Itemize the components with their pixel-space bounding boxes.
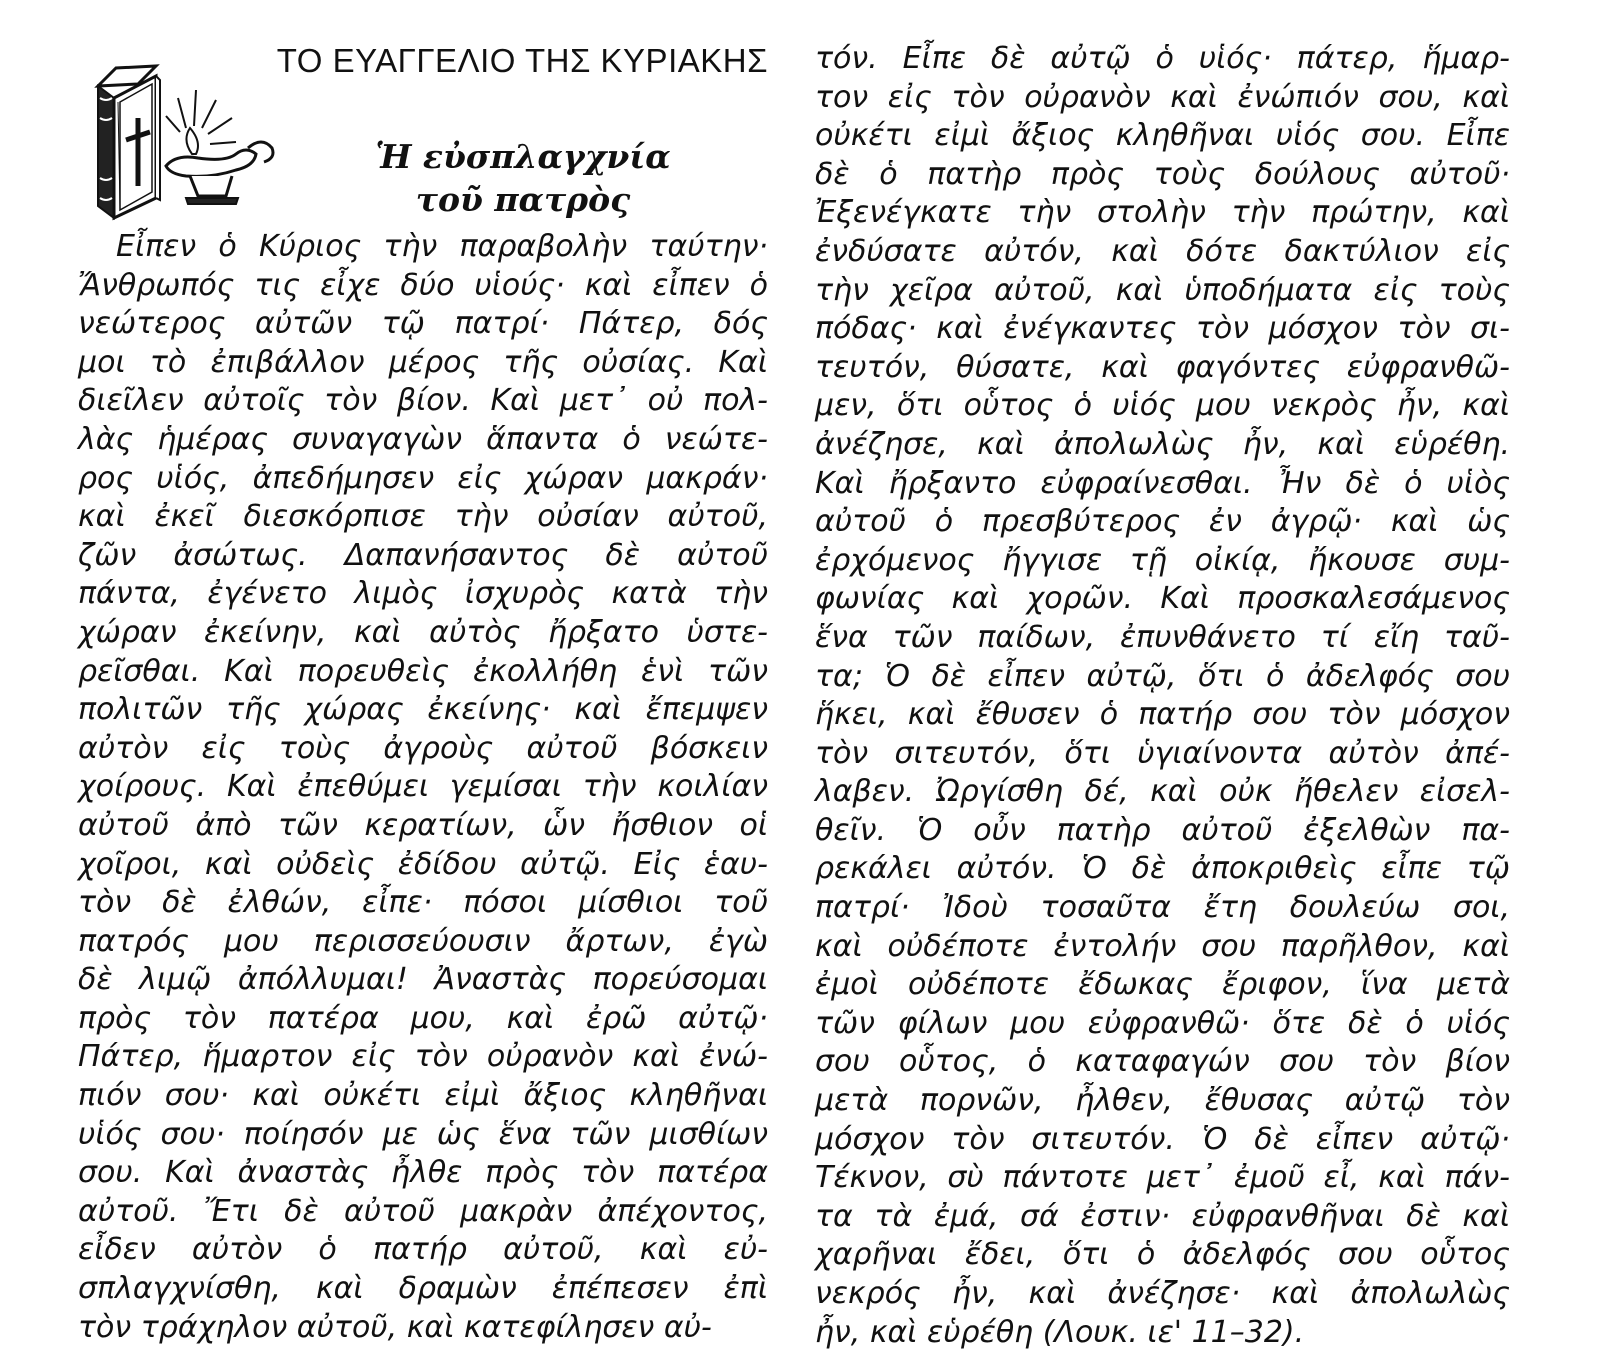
text-line: πρὸς τὸν πατέρα μου, καὶ ἐρῶ αὐτῷ·	[78, 1000, 768, 1036]
text-line: φωνίας καὶ χορῶν. Καὶ προσκαλεσάμενος	[815, 581, 1510, 617]
text-line: λαβεν. Ὠργίσθη δέ, καὶ οὐκ ἤθελεν εἰσελ-	[815, 774, 1510, 810]
text-line: τον εἰς τὸν οὐρανὸν καὶ ἐνώπιόν σου, καὶ	[815, 79, 1510, 115]
text-line: χοίρους. Καὶ ἐπεθύμει γεμίσαι τὴν κοιλίαν	[78, 769, 768, 805]
text-line: μόσχον τὸν σιτευτόν. Ὁ δὲ εἶπεν αὐτῷ·	[815, 1121, 1510, 1157]
text-line: υἱός σου· ποίησόν με ὡς ἕνα τῶν μισθίων	[78, 1116, 768, 1152]
text-line: πατρί· Ἰδοὺ τοσαῦτα ἔτη δουλεύω σοι,	[815, 890, 1510, 926]
text-line: δὲ λιμῷ ἀπόλλυμαι! Ἀναστὰς πορεύσομαι	[78, 962, 768, 998]
text-line: τὸν τράχηλον αὐτοῦ, καὶ κατεφίλησεν αὐ-	[78, 1309, 712, 1345]
text-line: πολιτῶν τῆς χώρας ἐκείνης· καὶ ἔπεμψεν	[78, 692, 768, 728]
text-line: ρεῖσθαι. Καὶ πορευθεὶς ἐκολλήθη ἑνὶ τῶν	[78, 653, 768, 689]
text-line: πάντα, ἐγένετο λιμὸς ἰσχυρὸς κατὰ τὴν	[78, 576, 768, 612]
article-title-line-1: Ἡ εὐσπλαγχνία	[375, 137, 671, 176]
text-line: Καὶ ἤρξαντο εὐφραίνεσθαι. Ἦν δὲ ὁ υἱὸς	[815, 465, 1510, 501]
right-column-text	[815, 40, 1510, 1352]
text-line: διεῖλεν αὐτοῖς τὸν βίον. Καὶ μετ᾽ οὐ πολ-	[78, 383, 768, 419]
text-line: ρος υἱός, ἀπεδήμησεν εἰς χώραν μακράν·	[78, 460, 768, 496]
text-line: αὐτοῦ. Ἔτι δὲ αὐτοῦ μακρὰν ἀπέχοντος,	[78, 1193, 768, 1229]
text-line: μετὰ πορνῶν, ἦλθεν, ἔθυσας αὐτῷ τὸν	[815, 1083, 1510, 1119]
article-header	[78, 40, 768, 228]
text-line: ἐρχόμενος ἤγγισε τῇ οἰκίᾳ, ἤκουσε συμ-	[815, 542, 1510, 578]
text-line: ζῶν ἀσώτως. Δαπανήσαντος δὲ αὐτοῦ	[78, 537, 768, 573]
section-title: ΤΟ ΕΥΑΓΓΕΛΙΟ ΤΗΣ ΚΥΡΙΑΚΗΣ	[276, 42, 768, 79]
text-line: χοῖροι, καὶ οὐδεὶς ἐδίδου αὐτῷ. Εἰς ἑαυ-	[78, 846, 768, 882]
text-line: ἦν, καὶ εὑρέθη (Λουκ. ιε' 11–32).	[815, 1314, 1305, 1350]
text-line: χώραν ἐκείνην, καὶ αὐτὸς ἤρξατο ὑστε-	[78, 614, 768, 650]
text-line: τόν. Εἶπε δὲ αὐτῷ ὁ υἱός· πάτερ, ἥμαρ-	[815, 41, 1510, 76]
text-line: αὐτοῦ ὁ πρεσβύτερος ἐν ἀγρῷ· καὶ ὡς	[815, 504, 1510, 540]
text-line: σου. Καὶ ἀναστὰς ἦλθε πρὸς τὸν πατέρα	[78, 1155, 768, 1191]
article-title	[328, 135, 718, 221]
text-line: ἀνέζησε, καὶ ἀπολωλὼς ἦν, καὶ εὑρέθη.	[815, 426, 1510, 462]
right-column	[815, 40, 1510, 1352]
left-column-text	[78, 228, 768, 1347]
text-line: τα τὰ ἐμά, σά ἐστιν· εὐφρανθῆναι δὲ καὶ	[815, 1198, 1510, 1234]
text-line: πατρός μου περισσεύουσιν ἄρτων, ἐγὼ	[78, 923, 768, 959]
text-line: τα; Ὁ δὲ εἶπεν αὐτῷ, ὅτι ὁ ἀδελφός σου	[815, 658, 1510, 694]
text-line: καὶ ἐκεῖ διεσκόρπισε τὴν οὐσίαν αὐτοῦ,	[78, 499, 768, 535]
text-line: Τέκνον, σὺ πάντοτε μετ᾽ ἐμοῦ εἶ, καὶ πάν-	[815, 1160, 1510, 1196]
text-line: πιόν σου· καὶ οὐκέτι εἰμὶ ἄξιος κληθῆναι	[78, 1078, 768, 1114]
text-line: Ἄνθρωπός τις εἶχε δύο υἱούς· καὶ εἶπεν ὁ	[78, 267, 768, 303]
text-line: νεώτερος αὐτῶν τῷ πατρί· Πάτερ, δός	[78, 306, 768, 342]
text-line: τὴν χεῖρα αὐτοῦ, καὶ ὑποδήματα εἰς τοὺς	[815, 272, 1510, 308]
text-line: θεῖν. Ὁ οὖν πατὴρ αὐτοῦ ἐξελθὼν πα-	[815, 812, 1510, 848]
text-line: τὸν δὲ ἐλθών, εἶπε· πόσοι μίσθιοι τοῦ	[78, 885, 768, 921]
text-line: Ἐξενέγκατε τὴν στολὴν τὴν πρώτην, καὶ	[815, 195, 1510, 231]
text-line: Πάτερ, ἥμαρτον εἰς τὸν οὐρανὸν καὶ ἐνώ-	[78, 1039, 768, 1075]
text-line: τὸν σιτευτόν, ὅτι ὑγιαίνοντα αὐτὸν ἀπέ-	[815, 735, 1510, 771]
text-line: σπλαγχνίσθη, καὶ δραμὼν ἐπέπεσεν ἐπὶ	[78, 1271, 768, 1307]
text-line: χαρῆναι ἔδει, ὅτι ὁ ἀδελφός σου οὗτος	[815, 1237, 1510, 1273]
text-line: τευτόν, θύσατε, καὶ φαγόντες εὐφρανθῶ-	[815, 349, 1510, 385]
text-line: εἶδεν αὐτὸν ὁ πατήρ αὐτοῦ, καὶ εὐ-	[78, 1232, 768, 1268]
text-line: Εἶπεν ὁ Κύριος τὴν παραβολὴν ταύτην·	[116, 229, 768, 264]
text-line: ἕνα τῶν παίδων, ἐπυνθάνετο τί εἴη ταῦ-	[815, 619, 1510, 655]
text-line: δὲ ὁ πατὴρ πρὸς τοὺς δούλους αὐτοῦ·	[815, 156, 1510, 192]
text-line: καὶ οὐδέποτε ἐντολήν σου παρῆλθον, καὶ	[815, 928, 1510, 964]
text-line: λὰς ἡμέρας συναγαγὼν ἅπαντα ὁ νεώτε-	[78, 421, 768, 457]
text-line: μοι τὸ ἐπιβάλλον μέρος τῆς οὐσίας. Καὶ	[78, 344, 768, 380]
article-title-line-2: τοῦ πατρὸς	[415, 180, 631, 219]
text-line: τῶν φίλων μου εὐφρανθῶ· ὅτε δὲ ὁ υἱός	[815, 1005, 1510, 1041]
text-line: πόδας· καὶ ἐνέγκαντες τὸν μόσχον τὸν σι-	[815, 311, 1510, 347]
text-line: ρεκάλει αὐτόν. Ὁ δὲ ἀποκριθεὶς εἶπε τῷ	[815, 851, 1510, 887]
text-line: ἐμοὶ οὐδέποτε ἔδωκας ἔριφον, ἵνα μετὰ	[815, 967, 1510, 1003]
text-line: ἐνδύσατε αὐτόν, καὶ δότε δακτύλιον εἰς	[815, 233, 1510, 269]
book-with-cross-and-oil-lamp-icon	[86, 58, 286, 223]
left-column	[78, 40, 768, 1347]
text-line: αὐτὸν εἰς τοὺς ἀγροὺς αὐτοῦ βόσκειν	[78, 730, 768, 766]
text-line: σου οὗτος, ὁ καταφαγών σου τὸν βίον	[815, 1044, 1510, 1080]
text-line: νεκρός ἦν, καὶ ἀνέζησε· καὶ ἀπολωλὼς	[815, 1276, 1510, 1311]
text-line: ἥκει, καὶ ἔθυσεν ὁ πατήρ σου τὸν μόσχον	[815, 697, 1510, 733]
text-line: μεν, ὅτι οὗτος ὁ υἱός μου νεκρὸς ἦν, καὶ	[815, 388, 1510, 424]
text-line: οὐκέτι εἰμὶ ἄξιος κληθῆναι υἱός σου. Εἶπε	[815, 118, 1510, 154]
text-line: αὐτοῦ ἀπὸ τῶν κερατίων, ὧν ἤσθιον οἱ	[78, 807, 768, 843]
